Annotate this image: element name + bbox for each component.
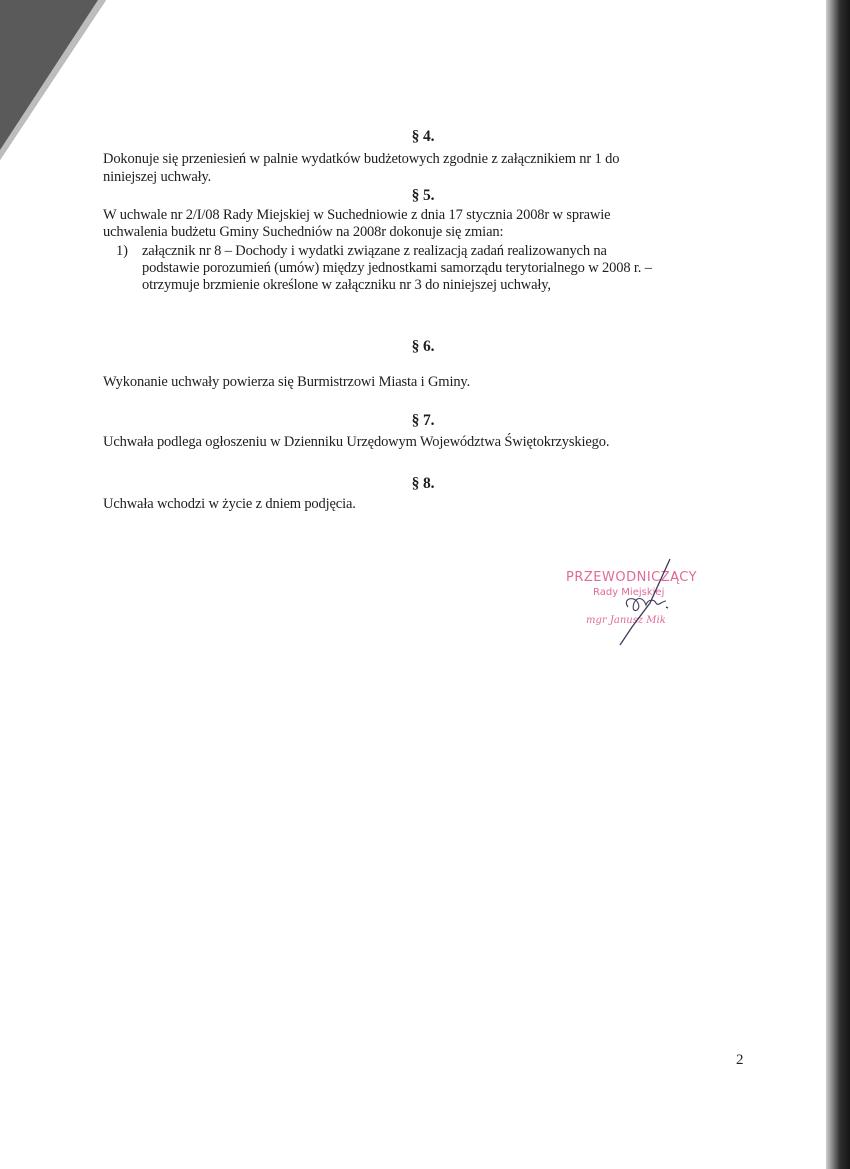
list-item-line-1: załącznik nr 8 – Dochody i wydatki związane z realizacją zadań realizowanych na <box>142 243 607 259</box>
section-4-text-line-1: Dokonuje się przeniesień w palnie wydatków budżetowych zgodnie z załącznikiem nr 1 do <box>103 151 620 167</box>
section-6-text: Wykonanie uchwały powierza się Burmistrzowi Miasta i Gminy. <box>103 374 471 390</box>
section-7-heading: § 7. <box>411 412 435 429</box>
section-8-heading: § 8. <box>411 475 435 492</box>
amendment-list-item <box>116 243 746 299</box>
handwritten-signature <box>562 555 712 650</box>
list-item-line-3: otrzymuje brzmienie określone w załączniku nr 3 do niniejszej uchwały, <box>142 277 551 293</box>
list-item-text <box>142 243 742 294</box>
stamp-subtitle: Rady Miejskiej <box>593 587 665 598</box>
stamp-name: mgr Janusz Mik <box>586 615 666 626</box>
section-4-heading: § 4. <box>411 128 435 145</box>
section-4-text-line-2: niniejszej uchwały. <box>103 169 212 185</box>
section-7-text: Uchwała podlega ogłoszeniu w Dzienniku Urzędowym Województwa Świętokrzyskiego. <box>103 434 610 450</box>
section-5-heading: § 5. <box>411 187 435 204</box>
section-5-text-line-1: W uchwale nr 2/I/08 Rady Miejskiej w Suchedniowie z dnia 17 stycznia 2008r w sprawie <box>103 207 611 223</box>
section-5-text-line-2: uchwalenia budżetu Gminy Suchedniów na 2008r dokonuje się zmian: <box>103 224 504 240</box>
section-6-heading: § 6. <box>411 338 435 355</box>
section-8-text: Uchwała wchodzi w życie z dniem podjęcia. <box>103 496 356 512</box>
page-number: 2 <box>736 1052 744 1068</box>
list-item-line-2: podstawie porozumień (umów) między jednostkami samorządu terytorialnego w 2008 r. – <box>142 260 652 276</box>
scan-edge <box>826 0 850 1169</box>
stamp-title: PRZEWODNICZĄCY <box>566 570 698 585</box>
list-item-number: 1) <box>116 243 128 259</box>
